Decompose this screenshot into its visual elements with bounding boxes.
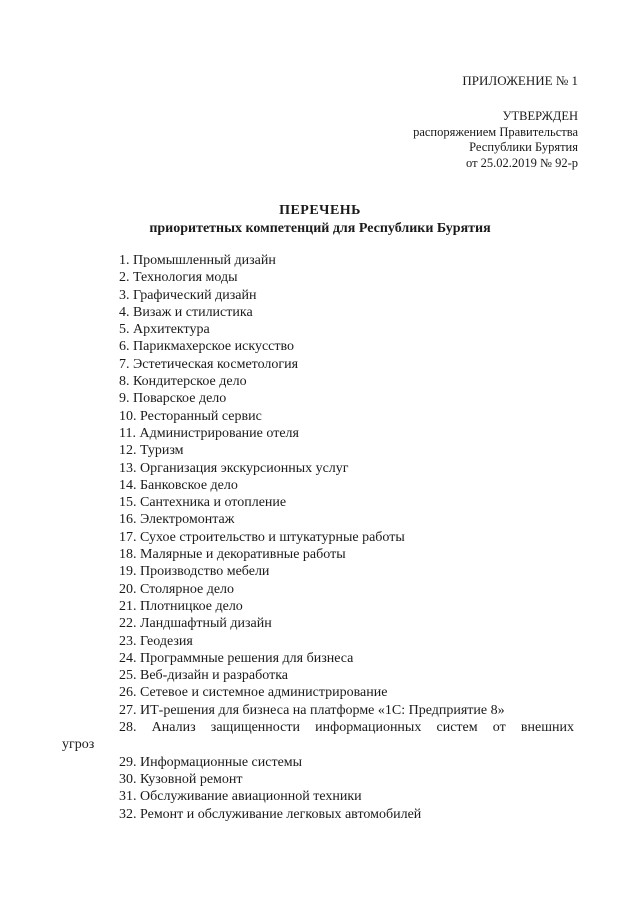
list-item: 15. Сантехника и отопление [119,495,287,511]
list-item: 19. Производство мебели [119,564,270,580]
list-item: 12. Туризм [119,443,184,459]
list-item: 16. Электромонтаж [119,512,235,528]
document-subtitle: приоритетных компетенций для Республики Бурятия [149,221,491,236]
list-item: 13. Организация экскурсионных услуг [119,460,349,476]
list-item: 25. Веб-дизайн и разработка [119,668,288,684]
annex-label: ПРИЛОЖЕНИЕ № 1 [462,73,578,88]
list-item: 3. Графический дизайн [119,287,257,303]
list-item-continuation: угроз [62,737,95,753]
list-item: 5. Архитектура [119,322,210,338]
document-title: ПЕРЕЧЕНЬ [279,203,361,218]
approval-stamp [413,109,578,171]
list-item: 4. Визаж и стилистика [119,304,253,320]
list-item: 32. Ремонт и обслуживание легковых автомобилей [119,806,422,822]
approval-line-approved: УТВЕРЖДЕН [502,109,578,123]
list-item: 10. Ресторанный сервис [119,408,262,424]
list-item: 21. Плотницкое дело [119,598,243,614]
list-item: 20. Столярное дело [119,581,235,597]
list-item: 9. Поварское дело [119,391,227,407]
approval-line-decree: распоряжением Правительства [413,124,578,139]
list-item: 22. Ландшафтный дизайн [119,616,272,632]
list-item: 18. Малярные и декоративные работы [119,547,346,563]
list-item: 30. Кузовной ремонт [119,771,243,787]
list-item: 6. Парикмахерское искусство [119,339,295,355]
list-item: 29. Информационные системы [119,754,303,770]
list-item: 11. Администрирование отеля [119,425,299,441]
list-item: 14. Банковское дело [119,477,238,493]
title-block [0,202,640,238]
approval-line-date: от 25.02.2019 № 92-р [465,155,578,170]
list-item: 1. Промышленный дизайн [119,253,276,268]
list-item: 31. Обслуживание авиационной техники [119,789,362,805]
list-item: 27. ИТ-решения для бизнеса на платформе «1С: Предприятие 8» [119,702,505,718]
approval-line-republic: Республики Бурятия [469,140,578,154]
competencies-list [62,252,574,823]
list-item: 24. Программные решения для бизнеса [119,650,354,666]
list-item: 8. Кондитерское дело [119,374,247,390]
list-item: 7. Эстетическая косметология [119,356,299,372]
list-item: 17. Сухое строительство и штукатурные работы [119,529,405,545]
list-item: 2. Технология моды [119,270,238,286]
list-item-line: 28. Анализ защищенности информационных систем от внешних [119,720,574,736]
list-item: 23. Геодезия [119,633,193,649]
list-item: 26. Сетевое и системное администрирование [119,685,388,701]
list-item-wrapped [62,719,574,754]
